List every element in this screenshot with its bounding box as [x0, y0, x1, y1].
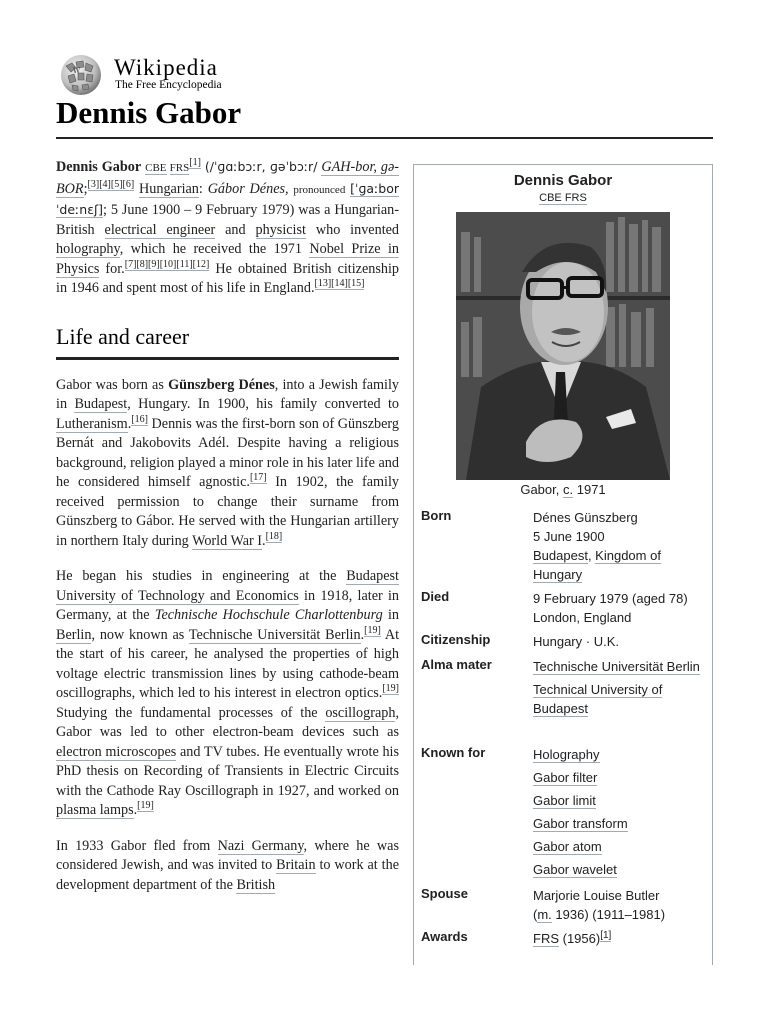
britain-link[interactable]: Britain: [276, 857, 316, 873]
birth-name: Dénes Günszberg: [533, 510, 638, 525]
ref-link[interactable]: [13][14][15]: [314, 278, 365, 290]
holography-link[interactable]: holography: [56, 241, 120, 257]
label-spouse: Spouse: [421, 886, 468, 901]
death-date: 9 February 1979 (aged 78): [533, 591, 688, 606]
paragraph-education: He began his studies in engineering at the Budapest University of Technology and Economics in 1918, later in Germany, at the Technische Hochschule Charlottenburg in Berlin, now known as Technische Universität Berlin.[19] At the start of his career, he analysed the properties of high voltage electric transmission lines by using cathode-beam oscillographs, which led to his interest in electron optics.[19] Studying the fundamental processes of the oscillograph, Gabor was led to other electron-beam devices such as electron microscopes and TV tubes. He eventually wrote his PhD thesis on Recording of Transients in Electric Circuits with the Cathode Ray Oscillograph in 1927, and worked on plasma lamps.[19]: [56, 568, 400, 818]
oscillograph-link[interactable]: oscillograph: [325, 704, 396, 721]
article-body: [56, 157, 399, 911]
physicist-link[interactable]: physicist: [255, 221, 306, 238]
label-born: Born: [421, 508, 452, 523]
ref-link[interactable]: [1]: [189, 157, 201, 169]
ref-link[interactable]: [17]: [249, 472, 267, 484]
ref-link[interactable]: [7][8][9][10][11][12]: [124, 258, 210, 270]
ref-link[interactable]: [3][4][5][6]: [87, 178, 135, 190]
known-for-link[interactable]: Gabor limit: [533, 793, 596, 808]
wordmark[interactable]: Wikipedia: [114, 55, 218, 80]
budapest-link[interactable]: Budapest: [74, 396, 128, 412]
ref-link[interactable]: [19]: [382, 683, 399, 695]
section-heading-life-and-career: Life and career: [56, 323, 190, 349]
known-for-link[interactable]: Holography: [533, 747, 600, 762]
kingdom-of-hungary-link[interactable]: Kingdom of Hungary: [533, 548, 661, 582]
electron-microscopes-link[interactable]: electron microscopes: [56, 743, 177, 760]
tu-budapest-link[interactable]: Technical University of Budapest: [533, 682, 663, 716]
budapest-link[interactable]: Budapest: [533, 548, 588, 563]
infobox: Dennis Gabor CBE FRS Gabor, c. 1971 Born Dénes Günszberg 5 June 1900 Budapest, Kingdom of Hungary Died 9 February 1979 (aged 78) London, England Citizenship Hungary · U.K. Alma mater Technische Universität Berlin Technical University of Budapest Known for Holography Gabor filter Gabor limit Gabor transform Gabor atom Gabor wavelet Spouse Marjorie Louise Butler (m. 1936) (1911–1981) Awards FRS (1956)[1]: [413, 164, 713, 965]
lead-paragraph: Dennis Gabor CBE FRS[1] (/ˈɡɑːbɔːr, ɡəˈbɔːr/ GAH-bor, gə-BOR;[3][4][5][6] Hungarian: Gábor Dénes, pronounced [ˈɡaːbor ˈdeːnɛʃ]; 5 June 1900 – 9 February 1979) was a Hungarian-British electrical engineer and physicist who invented holography, which he received the 1971 Nobel Prize in Physics for.[7][8][9][10][11][12] He obtained British citizenship in 1946 and spent most of his life in England.[13][14][15]: [56, 157, 400, 296]
known-for-link[interactable]: Gabor atom: [533, 839, 602, 854]
ref-link[interactable]: [19]: [364, 624, 381, 636]
wordmark-tagline: The Free Encyclopedia: [115, 79, 222, 91]
nobel-prize-link[interactable]: Nobel Prize in Physics: [56, 241, 399, 277]
british-link[interactable]: British: [236, 876, 276, 893]
wikipedia-header: [56, 52, 716, 96]
berlin-link[interactable]: Berlin: [56, 626, 92, 643]
hungarian-language-link[interactable]: Hungarian: [139, 180, 199, 197]
ref-link[interactable]: [19]: [137, 800, 154, 812]
known-for-link[interactable]: Gabor transform: [533, 816, 628, 831]
citizenship-value: Hungary · U.K.: [533, 634, 619, 649]
svg-text:W: W: [73, 67, 81, 75]
frs-link[interactable]: FRS: [169, 162, 190, 174]
death-place: London, England: [533, 610, 632, 625]
electrical-engineer-link[interactable]: electrical engineer: [104, 221, 216, 238]
ref-link[interactable]: [1]: [600, 929, 612, 941]
known-for-link[interactable]: Gabor filter: [533, 770, 598, 785]
infobox-title: Dennis Gabor: [513, 172, 613, 189]
nazi-germany-link[interactable]: Nazi Germany: [217, 837, 304, 854]
subject-name: Dennis Gabor: [56, 159, 142, 175]
tu-berlin-link[interactable]: Technische Universität Berlin: [533, 659, 700, 674]
pronounced-label: pronounced: [293, 183, 346, 196]
world-war-i-link[interactable]: World War I: [192, 532, 263, 549]
frs-award-link[interactable]: FRS: [533, 931, 559, 946]
label-awards: Awards: [421, 929, 468, 944]
bute-link[interactable]: Budapest University of Technology and Economics: [56, 568, 399, 604]
ipa-pronunciation[interactable]: (/ˈɡɑːbɔːr, ɡəˈbɔːr/: [204, 159, 318, 174]
tu-berlin-link[interactable]: Technische Universität Berlin: [188, 626, 361, 643]
ipa-hungarian-link[interactable]: [ˈɡaːbor ˈdeːnɛʃ]: [56, 180, 399, 217]
respelling-link[interactable]: GAH-bor, gə-BOR: [56, 159, 400, 197]
ref-link[interactable]: [18]: [265, 530, 283, 542]
plasma-lamps-link[interactable]: plasma lamps: [56, 802, 134, 818]
title-divider: [56, 137, 713, 139]
page-title: Dennis Gabor: [56, 95, 242, 130]
birth-date: 5 June 1900: [533, 529, 605, 544]
paragraph-early-life: Gabor was born as Günszberg Dénes, into a Jewish family in Budapest, Hungary. In 1900, his family converted to Lutheranism.[16] Dennis was the first-born son of Günszberg Bernát and Jakobovits Adél. Despite having a religious background, religion played a minor role in his later life and he considered himself agnostic.[17] In 1902, the family received permission to change their surname from Günszberg to Gábor. He served with the Hungarian artillery in northern Italy during World War I.[18]: [56, 376, 400, 549]
portrait-photo[interactable]: [456, 212, 670, 480]
label-alma-mater: Alma mater: [421, 657, 492, 672]
cbe-link[interactable]: CBE: [145, 162, 167, 174]
ref-link[interactable]: [16]: [131, 413, 148, 425]
wikipedia-globe-icon[interactable]: [56, 54, 106, 96]
married-abbr[interactable]: m.: [537, 907, 552, 922]
section-divider: [56, 357, 399, 360]
label-citizenship: Citizenship: [421, 632, 491, 647]
label-died: Died: [421, 589, 450, 604]
circa-abbr[interactable]: c.: [562, 482, 574, 497]
paragraph-britain: In 1933 Gabor fled from Nazi Germany, where he was considered Jewish, and was invited to Britain to work at the development department of the British: [56, 837, 399, 893]
lutheranism-link[interactable]: Lutheranism: [56, 415, 128, 432]
label-known-for: Known for: [421, 745, 486, 760]
spouse-name: Marjorie Louise Butler: [533, 888, 660, 903]
infobox-postnominals[interactable]: CBE FRS: [539, 192, 587, 204]
photo-caption: Gabor, c. 1971: [520, 482, 606, 497]
native-name: Gábor Dénes: [207, 180, 286, 197]
known-for-link[interactable]: Gabor wavelet: [533, 862, 617, 877]
